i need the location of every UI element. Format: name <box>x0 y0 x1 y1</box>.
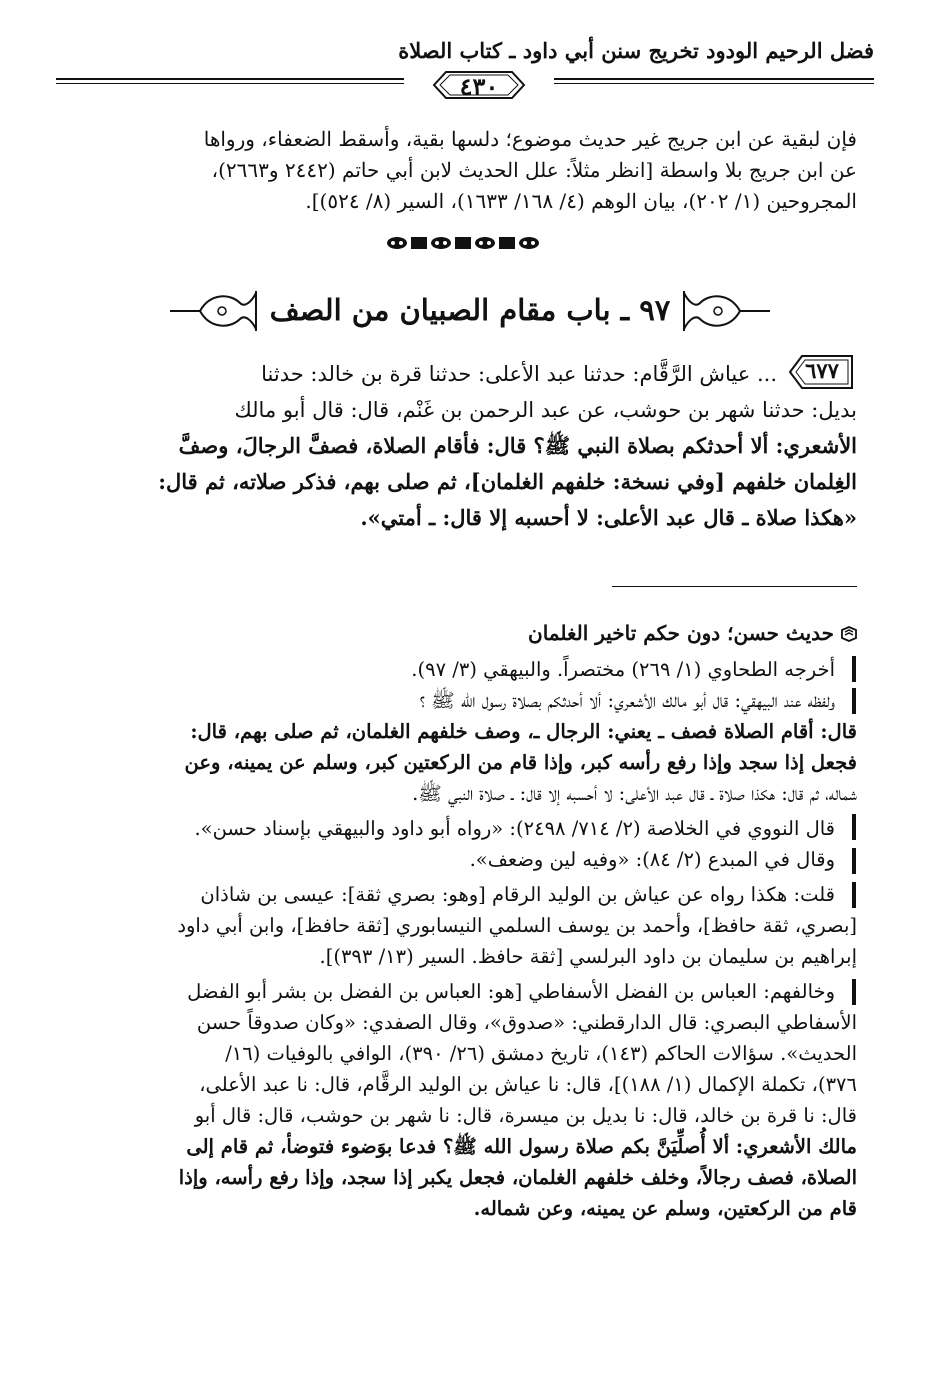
footnote-divider <box>612 586 857 587</box>
ruling-marker-icon <box>840 626 858 642</box>
commentary-line: ٣٧٦)، تكملة الإكمال (١/ ١٨٨)]، قال: نا عياش بن الوليد الرقَّام، قال: نا عبد الأعلى، <box>199 1073 857 1096</box>
hadith-line: بديل: حدثنا شهر بن حوشب، عن عبد الرحمن بن غَنْم، قال: قال أبو مالك <box>234 398 857 422</box>
intro-line: فإن لبقية عن ابن جريج غير حديث موضوع؛ دلسها بقية، وأسقط الضعفاء، ورواها <box>203 127 857 151</box>
hadith-ruling <box>400 618 858 648</box>
commentary-line: إبراهيم بن سليمان بن داود البرلسي [ثقة حافظ. السير (١٣/ ٣٩٣)]. <box>319 945 857 968</box>
ruling-text: حديث حسن؛ دون حكم تاخير الغلمان <box>528 621 834 645</box>
commentary-p1: أخرجه الطحاوي (١/ ٢٦٩) مختصراً. والبيهقي (٣/ ٩٧). <box>411 658 835 681</box>
commentary-line: [بصري، ثقة حافظ]، وأحمد بن يوسف السلمي النيسابوري [ثقة حافظ]، وابن أبي داود <box>177 914 857 937</box>
hadith-line: الغِلمان خلفهم [وفي نسخة: خلفهم الغلمان]، ثم صلى بهم، فذكر صلاته، ثم قال: <box>158 469 857 494</box>
commentary-line: قلت: هكذا رواه عن عياش بن الوليد الرقام [وهو: بصري ثقة]: عيسى بن شاذان <box>200 883 835 906</box>
commentary-p3: قال النووي في الخلاصة (٢/ ٧١٤/ ٢٤٩٨): «رواه أبو داود والبيهقي بإسناد حسن». <box>194 817 835 840</box>
commentary <box>62 654 857 1224</box>
commentary-line: الحديث». سؤالات الحاكم (١٤٣)، تاريخ دمشق (٢٦/ ٣٩٠)، الوافي بالوفيات (١٦/ <box>225 1042 857 1065</box>
commentary-line: وخالفهم: العباس بن الفضل الأسفاطي [هو: العباس بن الفضل بن بشر أبو الفضل <box>187 980 835 1003</box>
hadith-text <box>62 356 857 536</box>
commentary-line: قام من الركعتين، وسلم عن يمينه، وعن شماله. <box>473 1197 857 1220</box>
chapter-ornament-right <box>680 283 770 339</box>
commentary-line: فجعل إذا سجد وإذا رفع رأسه كبر، وإذا قام من الركعتين كبر، وسلم عن يمينه، وعن <box>184 751 857 774</box>
paragraph-marker <box>852 814 856 840</box>
hadith-number: ٦٧٧ <box>805 358 839 383</box>
commentary-line: شماله، ثم قال: هكذا صلاة ـ قال عبد الأعلى: لا أحسبه إلا قال: ـ صلاة النبي ﷺ. <box>412 782 857 805</box>
chapter-title: ٩٧ ـ باب مقام الصبيان من الصف <box>269 293 671 327</box>
commentary-line: الأسفاطي البصري: قال الدارقطني: «صدوق»، وقال الصفدي: «وكان صدوقاً حسن <box>196 1011 857 1034</box>
paragraph-marker <box>852 848 856 874</box>
intro-line: المجروحين (١/ ٢٠٢)، بيان الوهم (٤/ ١٦٨/ ١٦٣٣)، السير (٨/ ٥٢٤)]. <box>305 189 857 213</box>
page-number-badge <box>404 64 554 106</box>
hadith-line: ... عياش الرَّقَّام: حدثنا عبد الأعلى: حدثنا قرة بن خالد: حدثنا <box>261 362 777 386</box>
page-number: ٤٣٠ <box>459 72 499 101</box>
commentary-line: الصلاة، فصف رجالاً، وخلف خلفهم الغلمان، فجعل يكبر إذا سجد، وإذا رفع رأسه، وإذا <box>178 1166 857 1189</box>
commentary-line: قال: أقام الصلاة فصف ـ يعني: الرجال ـ، وصف خلفهم الغلمان، ثم صلى بهم، قال: <box>190 720 857 743</box>
commentary-line: مالك الأشعري: ألا أُصلِّيَنَّ بكم صلاة رسول الله ﷺ؟ فدعا بوَضوء فتوضأ، ثم قام إلى <box>186 1135 857 1158</box>
header-title: فضل الرحيم الودود تخريج سنن أبي داود ـ كتاب الصلاة <box>398 38 874 63</box>
paragraph-marker <box>852 688 856 714</box>
commentary-line: ولفظه عند البيهقي: قال أبو مالك الأشعري: ألا أحدثكم بصلاة رسول الله ﷺ ؟ <box>419 689 835 712</box>
section-ornament <box>385 232 545 254</box>
paragraph-marker <box>852 882 856 908</box>
commentary-line: قال: نا قرة بن خالد، قال: نا بديل بن ميسرة، قال: نا شهر بن حوشب، قال: قال أبو <box>194 1104 857 1127</box>
running-header <box>56 38 874 108</box>
intro-line: عن ابن جريج بلا واسطة [انظر مثلاً: علل الحديث لابن أبي حاتم (٢٤٤٢ و٢٦٦٣)، <box>211 158 857 182</box>
hadith-line: «هكذا صلاة ـ قال عبد الأعلى: لا أحسبه إلا قال: ـ أمتي». <box>360 505 857 530</box>
paragraph-marker <box>852 656 856 682</box>
intro-paragraph <box>62 124 857 217</box>
hadith-line: الأشعري: ألا أحدثكم بصلاة النبي ﷺ؟ قال: فأقام الصلاة، فصفَّ الرجالَ، وصفَّ <box>178 433 857 458</box>
paragraph-marker <box>852 979 856 1005</box>
commentary-p4: وقال في المبدع (٢/ ٨٤): «وفيه لين وضعف». <box>469 848 835 871</box>
chapter-heading <box>170 283 770 339</box>
